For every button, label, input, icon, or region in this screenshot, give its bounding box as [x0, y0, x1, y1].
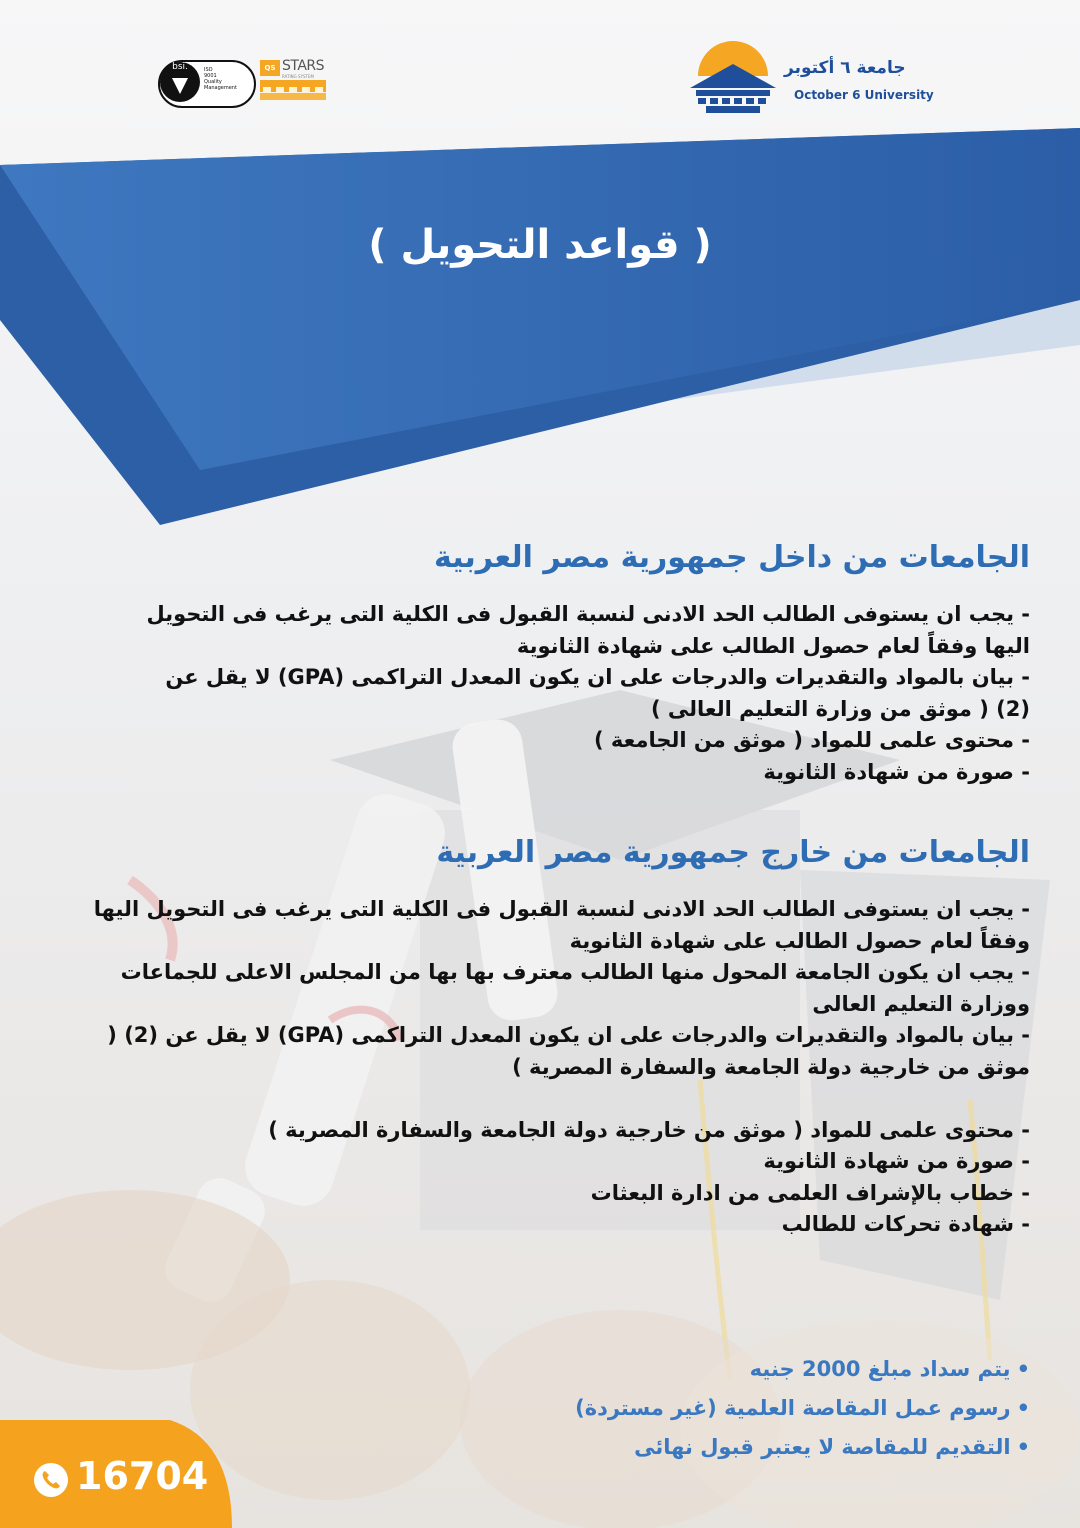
qs-rating-system-text: RATING SYSTEM — [282, 74, 314, 79]
page-title: ( قواعد التحويل ) — [368, 222, 712, 268]
note-text: التقديم للمقاصة لا يعتبر قبول نهائى — [634, 1435, 1011, 1459]
qs-stars-word: STARS — [282, 58, 325, 74]
rule-item: - بيان بالمواد والتقديرات والدرجات على ان يكون المعدل التراكمى (GPA) لا يقل عن (2) ( موثق من خارجية دولة الجامعة والسفارة المصرية ) — [107, 1023, 1030, 1079]
star-rating-icons — [260, 80, 326, 92]
hotline[interactable] — [34, 1452, 214, 1506]
bsi-logo-icon — [160, 62, 200, 102]
bsi-brand: bsi. — [172, 62, 188, 72]
iso-line: Management — [204, 85, 237, 91]
phone-icon — [34, 1463, 68, 1497]
note-text: رسوم عمل المقاصة العلمية (غير مستردة) — [575, 1396, 1011, 1420]
fee-notes — [575, 1350, 1030, 1467]
section-inside-egypt — [130, 540, 1030, 789]
rule-spacer — [70, 1084, 1030, 1115]
hotline-number: 16704 — [76, 1454, 209, 1498]
qs-logo: QS — [260, 60, 280, 76]
university-name-arabic: جامعة ٦ أكتوبر — [784, 58, 906, 78]
rule-item: - يجب ان يكون الجامعة المحول منها الطالب معترف بها بها من المجلس الاعلى للجماعات ووزارة التعليم العالى — [120, 960, 1030, 1016]
rule-item: - خطاب بالإشراف العلمى من ادارة البعثات — [590, 1180, 1030, 1205]
iso-line: Quality — [204, 79, 222, 85]
note-item — [575, 1350, 1030, 1389]
rule-item: - محتوى علمى للمواد ( موثق من خارجية دولة الجامعة والسفارة المصرية ) — [268, 1117, 1030, 1142]
bullet-icon: • — [1016, 1396, 1030, 1420]
qs-rating-strip — [260, 93, 326, 100]
bullet-icon: • — [1016, 1357, 1030, 1381]
rule-item: - صورة من شهادة الثانوية — [763, 759, 1030, 784]
section-heading: الجامعات من داخل جمهورية مصر العربية — [434, 540, 1030, 575]
rule-item: - يجب ان يستوفى الطالب الحد الادنى لنسبة القبول فى الكلية التى يرغب فى التحويل اليها وفقاً لعام حصول الطالب على شهادة الثانوية — [93, 897, 1030, 953]
rule-item: - يجب ان يستوفى الطالب الحد الادنى لنسبة القبول فى الكلية التى يرغب فى التحويل اليها وفقاً لعام حصول الطالب على شهادة الثانوية — [146, 602, 1030, 658]
qs-stars-badge — [260, 60, 326, 102]
iso-line: 9001 — [204, 73, 217, 79]
note-item — [575, 1428, 1030, 1467]
university-logo — [690, 38, 990, 128]
rule-item: - شهادة تحركات للطالب — [781, 1212, 1030, 1237]
bsi-iso-badge — [158, 60, 256, 108]
section-outside-egypt — [70, 835, 1030, 1241]
note-text: يتم سداد مبلغ 2000 جنيه — [749, 1357, 1011, 1381]
iso-line: ISO — [204, 67, 213, 73]
section-heading: الجامعات من خارج جمهورية مصر العربية — [436, 835, 1030, 870]
rule-item: - بيان بالمواد والتقديرات والدرجات على ان يكون المعدل التراكمى (GPA) لا يقل عن (2) ( موثق من وزارة التعليم العالى ) — [165, 665, 1030, 721]
note-item — [575, 1389, 1030, 1428]
university-emblem-icon — [690, 38, 780, 128]
rule-item: - صورة من شهادة الثانوية — [763, 1149, 1030, 1174]
university-name-english: October 6 University — [794, 88, 934, 102]
bullet-icon: • — [1016, 1435, 1030, 1459]
rule-item: - محتوى علمى للمواد ( موثق من الجامعة ) — [593, 728, 1030, 753]
iso-certification-text — [204, 67, 237, 91]
